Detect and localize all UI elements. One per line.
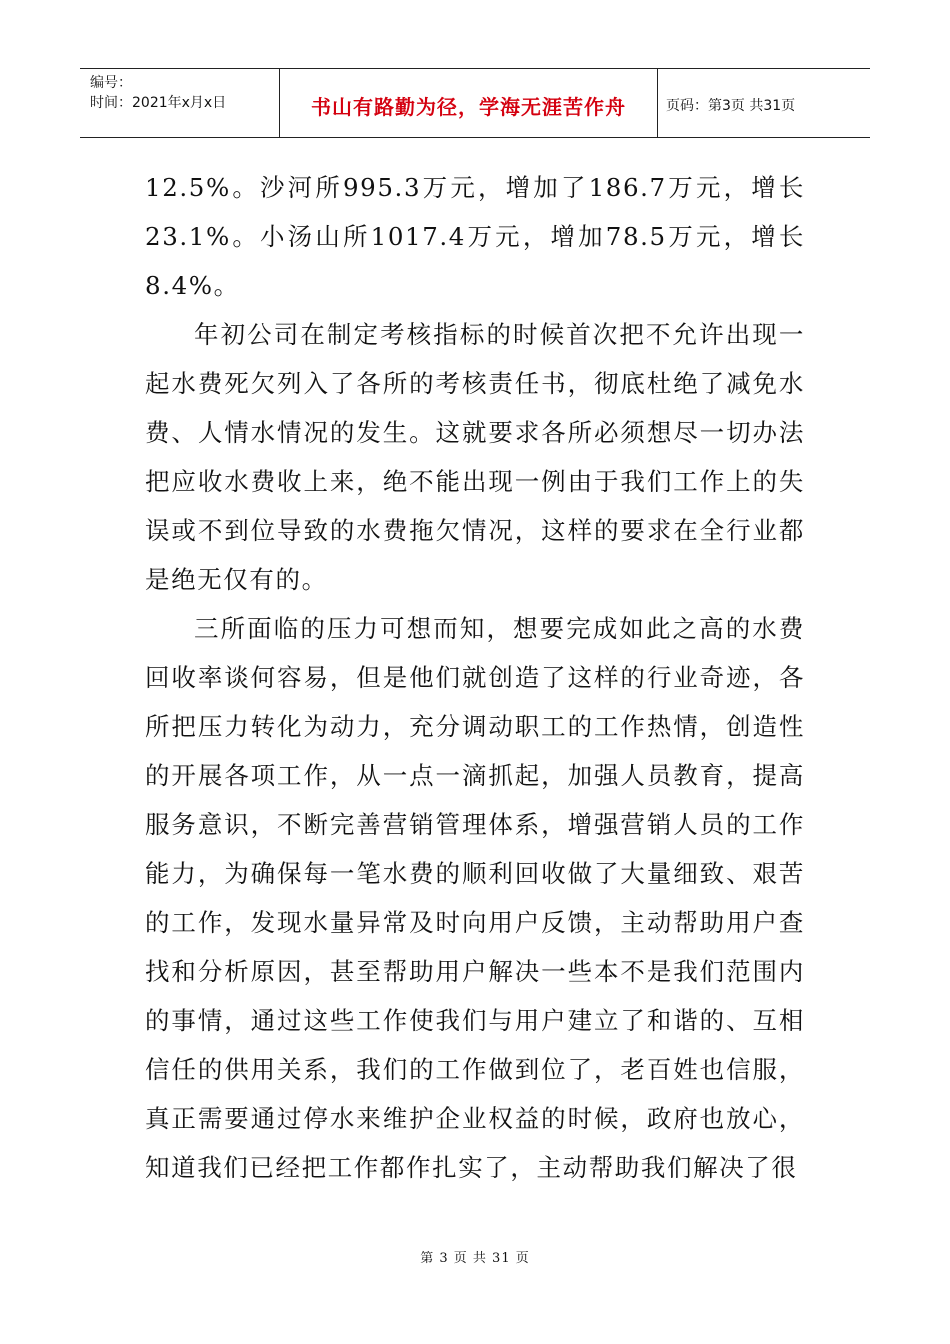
page-header [80, 68, 870, 138]
document-number-label: 编号： [90, 75, 132, 91]
header-page-info: 页码：第3页 共31页 [666, 98, 796, 114]
page-footer: 第 3 页 共 31 页 [420, 1251, 530, 1266]
document-time-label: 时间：2021年x月x日 [90, 95, 227, 111]
paragraph: 12.5%。沙河所995.3万元，增加了186.7万元，增长23.1%。小汤山所1017.4万元，增加78.5万元，增长8.4%。 [145, 173, 805, 300]
document-body [145, 163, 805, 1192]
paragraph: 年初公司在制定考核指标的时候首次把不允许出现一起水费死欠列入了各所的考核责任书，彻底杜绝了减免水费、人情水情况的发生。这就要求各所必须想尽一切办法把应收水费收上来，绝不能出现一例由于我们工作上的失误或不到位导致的水费拖欠情况，这样的要求在全行业都是绝无仅有的。 [145, 320, 805, 594]
paragraph: 三所面临的压力可想而知，想要完成如此之高的水费回收率谈何容易，但是他们就创造了这样的行业奇迹，各所把压力转化为动力，充分调动职工的工作热情，创造性的开展各项工作，从一点一滴抓起，加强人员教育，提高服务意识，不断完善营销管理体系，增强营销人员的工作能力，为确保每一笔水费的顺利回收做了大量细致、艰苦的工作，发现水量异常及时向用户反馈，主动帮助用户查找和分析原因，甚至帮助用户解决一些本不是我们范围内的事情，通过这些工作使我们与用户建立了和谐的、互相信任的供用关系，我们的工作做到位了，老百姓也信服，真正需要通过停水来维护企业权益的时候，政府也放心，知道我们已经把工作都作扎实了，主动帮助我们解决了很 [145, 614, 805, 1182]
header-meta [80, 69, 280, 137]
header-motto: 书山有路勤为径，学海无涯苦作舟 [280, 69, 658, 137]
